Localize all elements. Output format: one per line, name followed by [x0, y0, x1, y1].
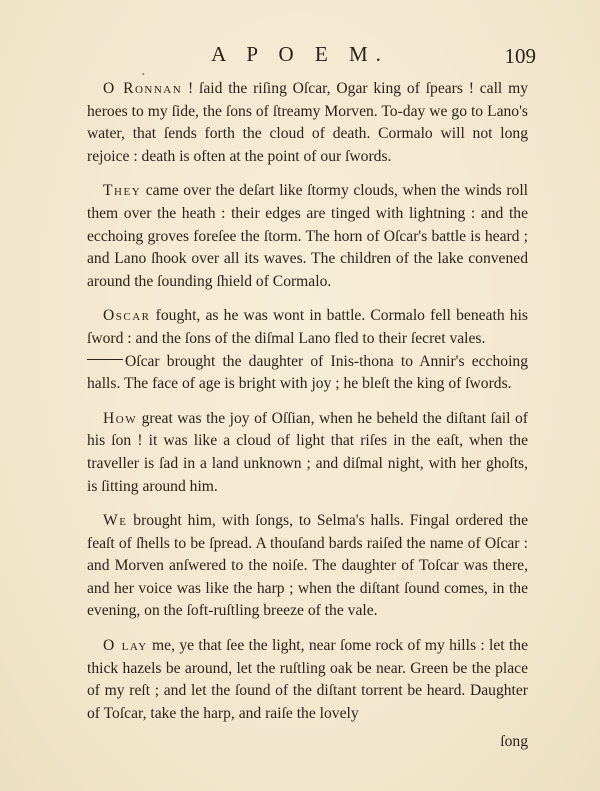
page-number: 109	[504, 44, 536, 68]
paragraph-lead: They	[103, 182, 142, 200]
paragraph-text: came over the deſart like ſtormy clouds, when the winds roll them over the heath : their edges are tinged with lightning : and the ecchoing groves foreſee the ſtorm. The horn of Oſcar's battle is heard ; and Lano ſhook over all its waves. The children of the lake convened around the ſounding ſhield of Cormalo.	[87, 182, 528, 290]
paragraph-1	[87, 78, 528, 168]
paragraph-lead: We	[103, 512, 128, 530]
section-dash	[87, 359, 123, 360]
paragraph-lead: O lay	[103, 637, 148, 655]
page-header	[0, 42, 600, 72]
paragraph-lead: How	[103, 409, 138, 427]
paragraph-2	[87, 180, 528, 293]
paragraph-text: great was the joy of Oſſian, when he beheld the diſtant ſail of his ſon ! it was like a cloud of light that riſes in the eaſt, when the traveller is ſad in a land unknown ; and diſmal night, with her ghoſts, is ſitting around him.	[87, 409, 528, 495]
catchword: ſong	[500, 733, 528, 750]
body-text	[87, 78, 528, 737]
paragraph-text: ! ſaid the riſing Oſcar, Ogar king of ſpears ! call my heroes to my ſide, the ſons of ſtreamy Morven. To-day we go to Lano's water, that ſends forth the cloud of death. Cormalo will not long rejoice : death is often at the point of our ſwords.	[87, 80, 529, 165]
ink-speck: •	[142, 70, 145, 79]
paragraph-6	[87, 635, 528, 725]
paragraph-text: me, ye that ſee the light, near ſome rock of my hills : let the thick hazels be around, let the ruſtling oak be near. Green be the place of my reſt ; and let the ſound of the diſtant torrent be heard. Daughter of Toſcar, take the harp, and raiſe the lovely	[87, 637, 528, 722]
paragraph-text: brought him, with ſongs, to Selma's halls. Fingal ordered the feaſt of ſhells to be ſpread. A thouſand bards raiſed the name of Oſcar : and Morven anſwered to the noiſe. The daughter of Toſcar was there, and her voice was like the harp ; when the diſtant ſound comes, in the evening, on the ſoft-ruſtling breeze of the vale.	[87, 512, 528, 620]
paragraph-4	[87, 408, 528, 498]
paragraph-text: fought, as he was wont in battle. Cormalo fell beneath his ſword : and the ſons of the diſmal Lano fled to their ſecret vales.	[87, 307, 528, 347]
paragraph-3	[87, 305, 528, 395]
running-title: A P O E M.	[211, 42, 389, 66]
paragraph-lead: Oscar	[103, 307, 151, 325]
paragraph-5	[87, 510, 528, 623]
paragraph-lead: O Ronnan	[103, 80, 183, 97]
paragraph-continuation: Oſcar brought the daughter of Inis-thona to Annir's ecchoing halls. The face of age is bright with joy ; he bleſt the king of ſwords.	[87, 352, 528, 393]
